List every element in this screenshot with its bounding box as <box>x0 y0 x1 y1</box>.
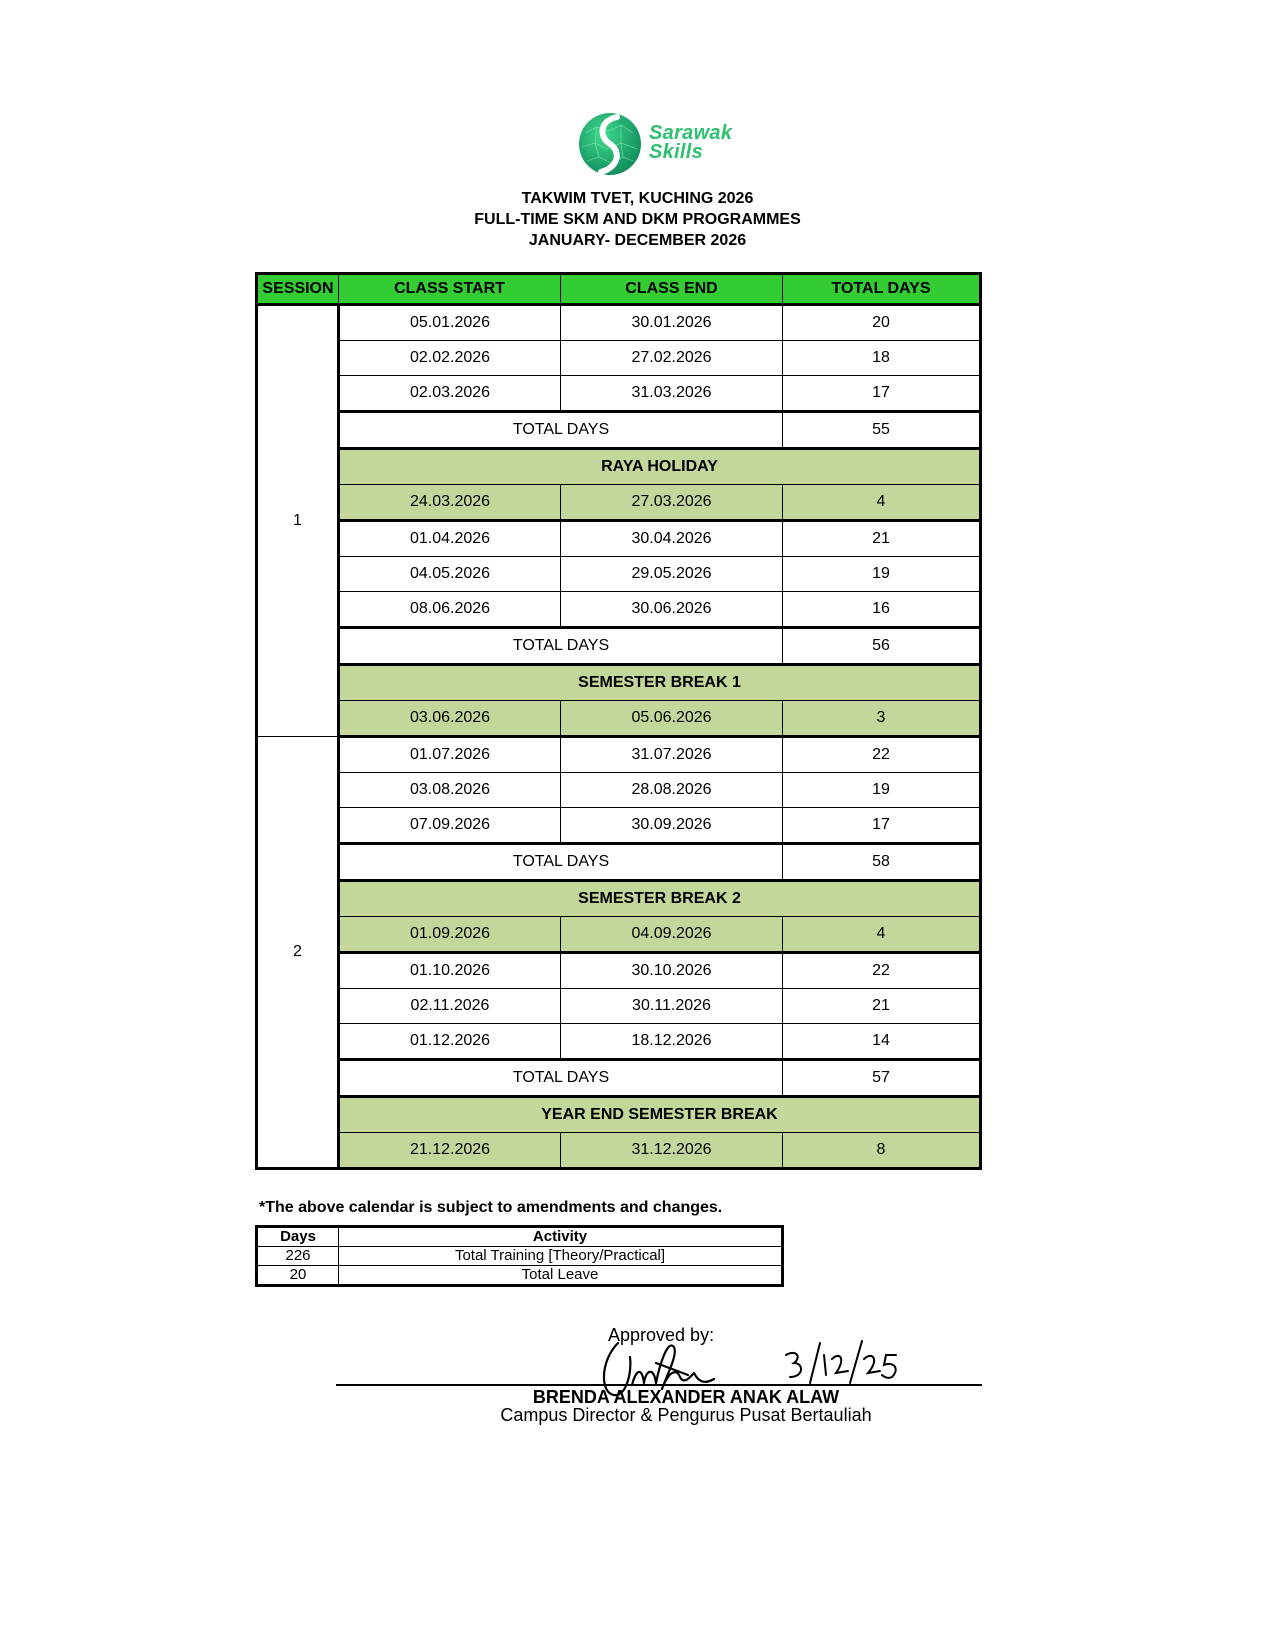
total-days: 19 <box>783 773 981 808</box>
table-row <box>257 376 981 412</box>
table-row <box>257 808 981 844</box>
summary-header-activity: Activity <box>339 1227 783 1247</box>
year-end-break-header <box>257 1097 981 1133</box>
table-row <box>257 773 981 808</box>
header-total-days: TOTAL DAYS <box>783 274 981 305</box>
total-days-row <box>257 1060 981 1097</box>
class-start: 07.09.2026 <box>339 808 561 844</box>
total-days-row <box>257 844 981 881</box>
break-start: 01.09.2026 <box>339 917 561 953</box>
class-end: 29.05.2026 <box>561 557 783 592</box>
raya-holiday-row <box>257 485 981 521</box>
total-days-row <box>257 412 981 449</box>
break-end: 27.03.2026 <box>561 485 783 521</box>
class-start: 01.04.2026 <box>339 521 561 557</box>
approver-position: Campus Director & Pengurus Pusat Bertauliah <box>500 1405 872 1425</box>
summary-table <box>255 1225 784 1287</box>
class-end: 30.01.2026 <box>561 305 783 341</box>
session-1-cell: 1 <box>257 305 339 737</box>
semester-break-2-title: SEMESTER BREAK 2 <box>339 881 981 917</box>
class-start: 02.02.2026 <box>339 341 561 376</box>
total-days-value: 55 <box>783 412 981 449</box>
class-start: 05.01.2026 <box>339 305 561 341</box>
total-days: 20 <box>783 305 981 341</box>
calendar-table <box>255 272 982 1170</box>
total-days-value: 57 <box>783 1060 981 1097</box>
break-end: 05.06.2026 <box>561 701 783 737</box>
total-days-label: TOTAL DAYS <box>339 412 783 449</box>
summary-header-days: Days <box>257 1227 339 1247</box>
header-session: SESSION <box>257 274 339 305</box>
class-end: 30.09.2026 <box>561 808 783 844</box>
break-days: 4 <box>783 485 981 521</box>
break-days: 3 <box>783 701 981 737</box>
summary-days: 226 <box>257 1247 339 1266</box>
semester-break-2-header <box>257 881 981 917</box>
table-row <box>257 592 981 628</box>
table-row <box>257 953 981 989</box>
class-start: 08.06.2026 <box>339 592 561 628</box>
table-row <box>257 557 981 592</box>
logo-globe-icon <box>577 111 643 177</box>
class-end: 31.07.2026 <box>561 737 783 773</box>
class-start: 01.07.2026 <box>339 737 561 773</box>
table-row <box>257 341 981 376</box>
header-row <box>257 274 981 305</box>
class-start: 03.08.2026 <box>339 773 561 808</box>
class-end: 18.12.2026 <box>561 1024 783 1060</box>
total-days: 21 <box>783 521 981 557</box>
total-days: 18 <box>783 341 981 376</box>
semester-break-1-row <box>257 701 981 737</box>
total-days: 22 <box>783 737 981 773</box>
semester-break-1-title: SEMESTER BREAK 1 <box>339 665 981 701</box>
class-end: 30.10.2026 <box>561 953 783 989</box>
total-days: 14 <box>783 1024 981 1060</box>
class-start: 02.11.2026 <box>339 989 561 1024</box>
raya-holiday-header <box>257 449 981 485</box>
total-days: 16 <box>783 592 981 628</box>
class-end: 30.04.2026 <box>561 521 783 557</box>
class-end: 28.08.2026 <box>561 773 783 808</box>
title-line2: FULL-TIME SKM AND DKM PROGRAMMES <box>474 211 801 228</box>
class-start: 01.10.2026 <box>339 953 561 989</box>
total-days: 19 <box>783 557 981 592</box>
total-days: 22 <box>783 953 981 989</box>
total-days: 17 <box>783 376 981 412</box>
total-days: 17 <box>783 808 981 844</box>
break-days: 4 <box>783 917 981 953</box>
approval-section <box>336 1325 982 1445</box>
total-days-value: 56 <box>783 628 981 665</box>
class-end: 30.06.2026 <box>561 592 783 628</box>
total-days-row <box>257 628 981 665</box>
table-row <box>257 989 981 1024</box>
semester-break-2-row <box>257 917 981 953</box>
signature-line <box>336 1384 982 1386</box>
sarawak-skills-logo <box>577 111 777 177</box>
summary-days: 20 <box>257 1266 339 1286</box>
header-class-end: CLASS END <box>561 274 783 305</box>
break-start: 03.06.2026 <box>339 701 561 737</box>
title-line3: JANUARY- DECEMBER 2026 <box>528 232 747 249</box>
class-end: 30.11.2026 <box>561 989 783 1024</box>
session-2-cell: 2 <box>257 737 339 1169</box>
break-start: 24.03.2026 <box>339 485 561 521</box>
total-days-label: TOTAL DAYS <box>339 628 783 665</box>
summary-row <box>257 1266 783 1286</box>
class-end: 31.03.2026 <box>561 376 783 412</box>
signature-date <box>786 1341 896 1383</box>
class-start: 01.12.2026 <box>339 1024 561 1060</box>
break-end: 31.12.2026 <box>561 1133 783 1169</box>
table-row <box>257 521 981 557</box>
summary-activity: Total Training [Theory/Practical] <box>339 1247 783 1266</box>
summary-header-row <box>257 1227 783 1247</box>
title-line1: TAKWIM TVET, KUCHING 2026 <box>521 190 754 207</box>
total-days-value: 58 <box>783 844 981 881</box>
raya-holiday-title: RAYA HOLIDAY <box>339 449 981 485</box>
table-row <box>257 305 981 341</box>
total-days-label: TOTAL DAYS <box>339 844 783 881</box>
approved-by-label: Approved by: <box>608 1325 715 1345</box>
header-class-start: CLASS START <box>339 274 561 305</box>
class-end: 27.02.2026 <box>561 341 783 376</box>
summary-activity: Total Leave <box>339 1266 783 1286</box>
summary-row <box>257 1247 783 1266</box>
logo-text-line2: Skills <box>649 141 704 163</box>
total-days-label: TOTAL DAYS <box>339 1060 783 1097</box>
table-row <box>257 737 981 773</box>
class-start: 02.03.2026 <box>339 376 561 412</box>
table-row <box>257 1024 981 1060</box>
year-end-break-title: YEAR END SEMESTER BREAK <box>339 1097 981 1133</box>
class-start: 04.05.2026 <box>339 557 561 592</box>
break-end: 04.09.2026 <box>561 917 783 953</box>
document-title <box>0 188 1275 251</box>
year-end-break-row <box>257 1133 981 1169</box>
semester-break-1-header <box>257 665 981 701</box>
approver-name: BRENDA ALEXANDER ANAK ALAW <box>532 1387 840 1407</box>
amendment-note: *The above calendar is subject to amendments and changes. <box>259 1199 723 1216</box>
total-days: 21 <box>783 989 981 1024</box>
break-days: 8 <box>783 1133 981 1169</box>
logo-text-line1: Sarawak <box>649 122 733 144</box>
break-start: 21.12.2026 <box>339 1133 561 1169</box>
